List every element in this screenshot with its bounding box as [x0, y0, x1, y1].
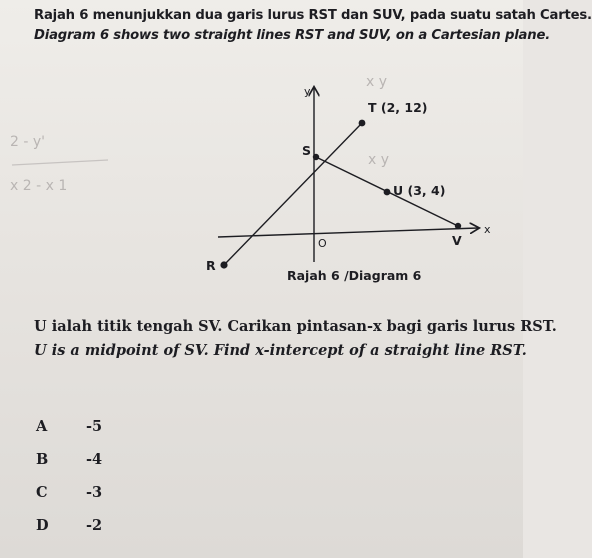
- pencil-note-xy-mid: x y: [368, 152, 390, 168]
- option-value: -3: [86, 484, 103, 501]
- diagram-caption: Rajah 6 /Diagram 6: [287, 268, 422, 283]
- question-text-english: U is a midpoint of SV. Find x-intercept of a straight line RST.: [34, 342, 527, 359]
- option-letter: C: [36, 484, 48, 501]
- x-axis-label: x: [484, 223, 491, 236]
- option-letter: A: [36, 418, 48, 435]
- label-V: V: [452, 233, 462, 248]
- option-D[interactable]: [36, 517, 156, 539]
- pencil-fraction-line: [12, 160, 108, 165]
- pencil-note-y: 2 - y': [10, 134, 45, 150]
- label-R: R: [206, 258, 216, 273]
- option-letter: B: [36, 451, 49, 468]
- point-S-dot: [313, 154, 319, 160]
- option-value: -2: [86, 517, 103, 534]
- point-R-dot: [220, 261, 227, 268]
- option-A[interactable]: [36, 418, 156, 440]
- y-axis-label: y: [304, 85, 311, 98]
- intro-text-english: Diagram 6 shows two straight lines RST and SUV, on a Cartesian plane.: [34, 28, 551, 43]
- option-B[interactable]: [36, 451, 156, 473]
- label-U: U (3, 4): [393, 183, 446, 198]
- point-T-dot: [359, 120, 366, 127]
- point-U-dot: [384, 189, 391, 196]
- question-text-malay: U ialah titik tengah SV. Carikan pintasan-x bagi garis lurus RST.: [34, 318, 557, 335]
- option-value: -5: [86, 418, 103, 435]
- option-letter: D: [36, 517, 49, 534]
- label-origin: O: [318, 237, 327, 250]
- line-RST: [224, 123, 362, 265]
- intro-text-malay: Rajah 6 menunjukkan dua garis lurus RST dan SUV, pada suatu satah Cartes.: [34, 8, 592, 23]
- label-T: T (2, 12): [368, 100, 428, 115]
- label-S: S: [302, 143, 312, 158]
- option-C[interactable]: [36, 484, 156, 506]
- option-value: -4: [86, 451, 103, 468]
- pencil-note-x: x 2 - x 1: [10, 178, 68, 194]
- x-axis: [218, 228, 478, 237]
- point-V-dot: [455, 223, 461, 229]
- pencil-note-xy-top: x y: [366, 74, 388, 90]
